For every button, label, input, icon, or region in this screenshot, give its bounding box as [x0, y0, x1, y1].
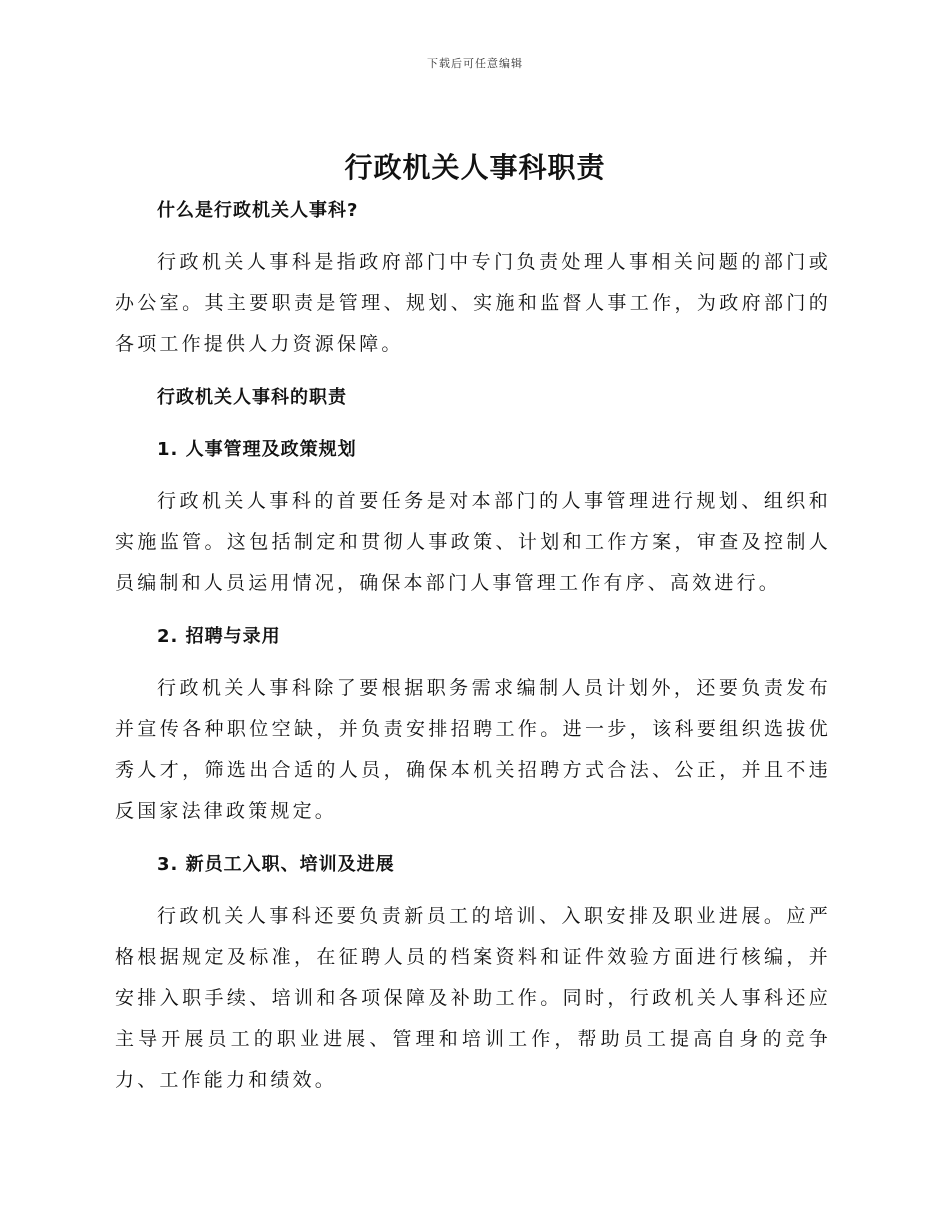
paragraph-what-is: 行政机关人事科是指政府部门中专门负责处理人事相关问题的部门或办公室。其主要职责是管理、规划、实施和监督人事工作，为政府部门的各项工作提供人力资源保障。: [115, 251, 831, 355]
paragraph-duty-3: 行政机关人事科还要负责新员工的培训、入职安排及职业进展。应严格根据规定及标准，在征聘人员的档案资料和证件效验方面进行核编，并安排入职手续、培训和各项保障及补助工作。同时，行政机关人事科还应主导开展员工的职业进展、管理和培训工作，帮助员工提高自身的竞争力、工作能力和绩效。: [115, 905, 831, 1091]
section-heading-duty-1: 1. 人事管理及政策规划: [157, 439, 357, 460]
document-title: 行政机关人事科职责: [344, 151, 606, 184]
document-body: [115, 196, 831, 1101]
section-heading-duty-2: 2. 招聘与录用: [157, 626, 281, 647]
header-note: 下载后可任意编辑: [427, 57, 523, 70]
paragraph-duty-2: 行政机关人事科除了要根据职务需求编制人员计划外，还要负责发布并宣传各种职位空缺，并负责安排招聘工作。进一步，该科要组织选拔优秀人才，筛选出合适的人员，确保本机关招聘方式合法、公正，并且不违反国家法律政策规定。: [115, 677, 831, 822]
section-heading-duty-3: 3. 新员工入职、培训及进展: [157, 854, 395, 875]
section-heading-duties: 行政机关人事科的职责: [157, 387, 347, 408]
paragraph-duty-1: 行政机关人事科的首要任务是对本部门的人事管理进行规划、组织和实施监管。这包括制定和贯彻人事政策、计划和工作方案，审查及控制人员编制和人员运用情况，确保本部门人事管理工作有序、高效进行。: [115, 490, 831, 594]
section-heading-what-is: 什么是行政机关人事科?: [157, 200, 359, 221]
